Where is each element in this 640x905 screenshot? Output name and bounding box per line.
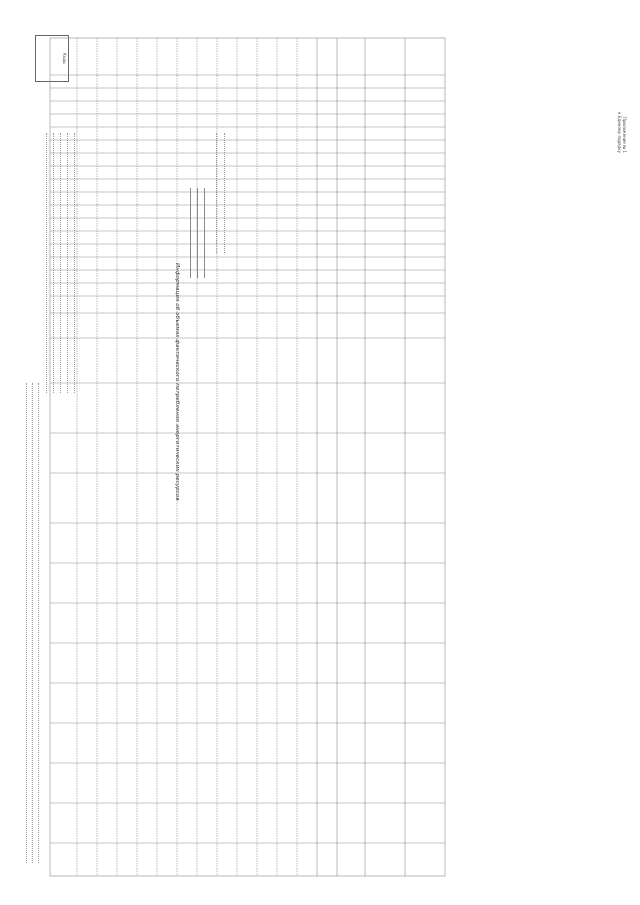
main-table [15,3,635,903]
footnote-line [26,383,27,863]
rotated-sheet [15,3,635,903]
codes-header: Коды [62,53,67,65]
appendix-line: Приложение № 1 [622,116,627,153]
document-title: Информация об объемах фактического потребления энергетических ресурсов [174,263,180,501]
footnote-line [38,383,39,863]
appendix-line: к Единому порядку [617,112,622,153]
footnote-line [32,383,33,863]
